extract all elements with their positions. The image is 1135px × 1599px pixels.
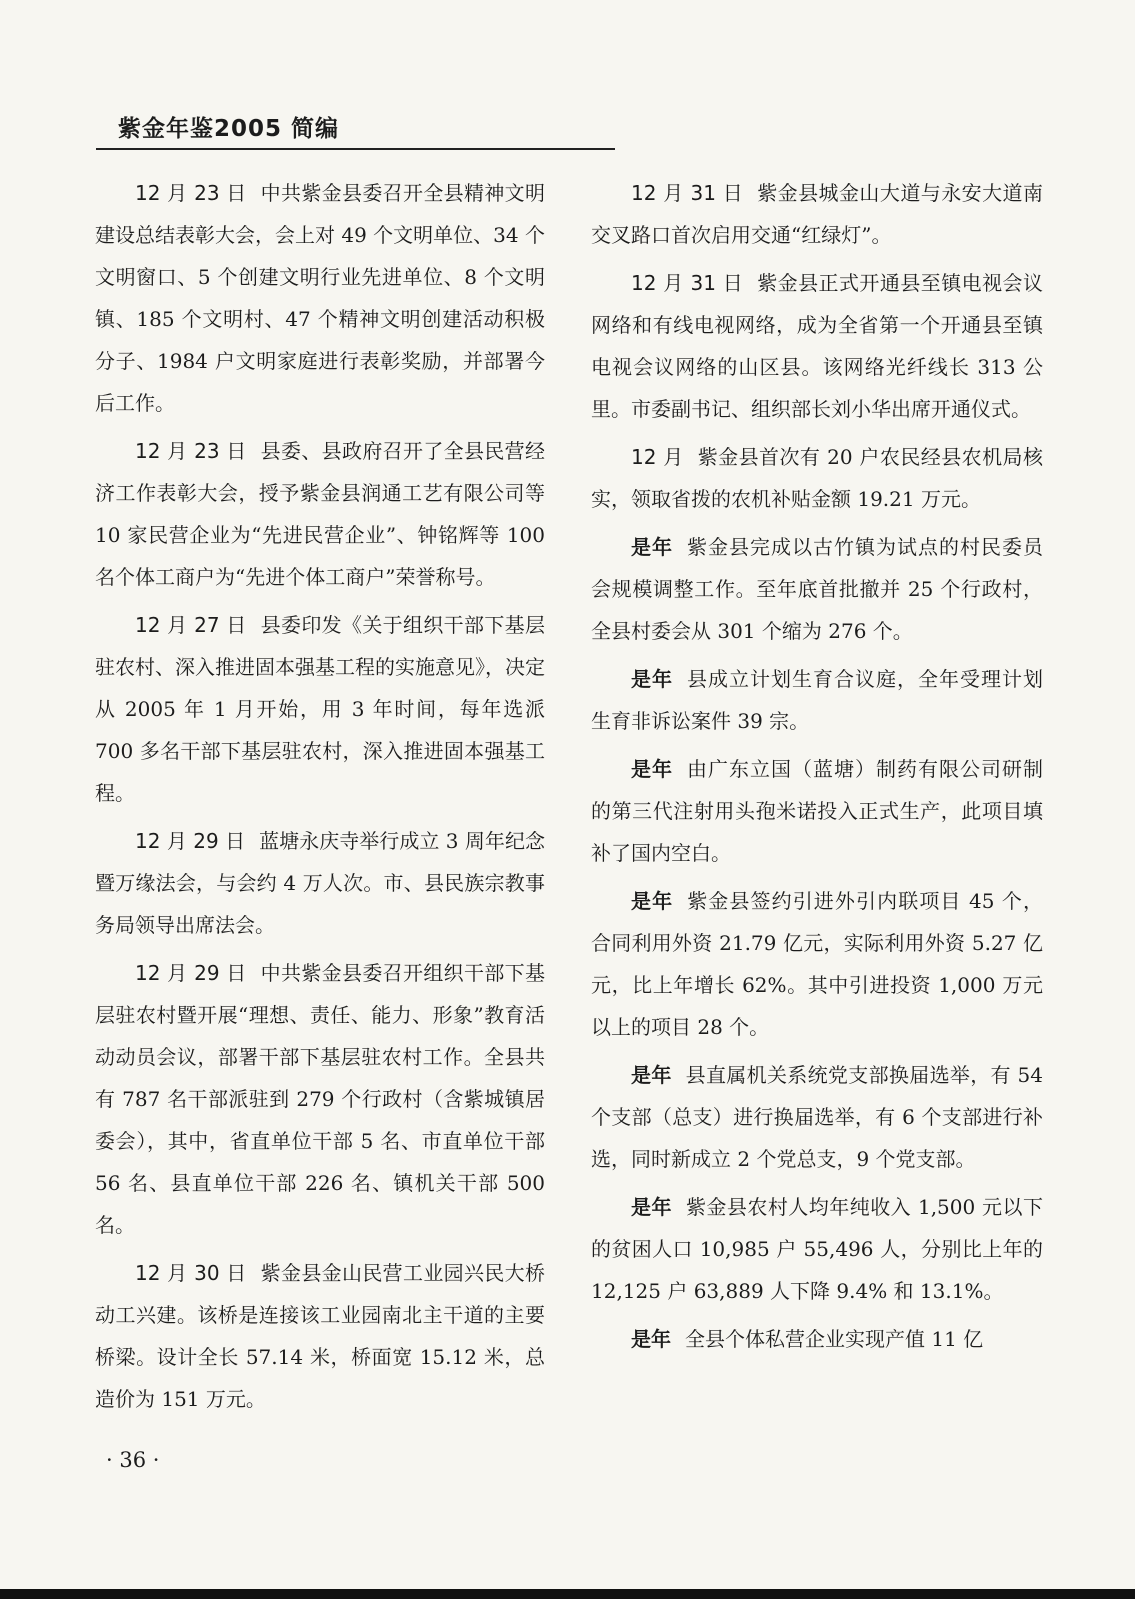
chronicle-entry: [591, 262, 1043, 430]
entry-text: 县直属机关系统党支部换届选举，有 54 个支部（总支）进行换届选举，有 6 个支部进行补选，同时新成立 2 个党总支，9 个党支部。: [591, 1063, 1043, 1171]
entry-date: 12 月 31 日: [631, 181, 744, 205]
header-rule: [96, 148, 615, 150]
chronicle-entry: [95, 430, 545, 598]
chronicle-entry: [591, 658, 1043, 742]
entry-date: 12 月: [631, 445, 684, 469]
entry-text: 中共紫金县委召开全县精神文明建设总结表彰大会，会上对 49 个文明单位、34 个文明窗口、5 个创建文明行业先进单位、8 个文明镇、185 个文明村、47 个精神文明创建活动积极分子、1984 户文明家庭进行表彰奖励，并部署今后工作。: [95, 181, 546, 415]
chronicle-entry: [591, 1318, 1043, 1360]
left-column: [95, 172, 545, 1426]
entry-date: 12 月 29 日: [135, 829, 246, 853]
entry-text: 由广东立国（蓝塘）制药有限公司研制的第三代注射用头孢米诺投入正式生产，此项目填补了国内空白。: [591, 757, 1043, 865]
entry-text: 紫金县金山民营工业园兴民大桥动工兴建。该桥是连接该工业园南北主干道的主要桥梁。设计全长 57.14 米，桥面宽 15.12 米，总造价为 151 万元。: [95, 1261, 546, 1411]
entry-text: 紫金县签约引进外引内联项目 45 个，合同利用外资 21.79 亿元，实际利用外资 5.27 亿元，比上年增长 62%。其中引进投资 1,000 万元以上的项目 28 个。: [591, 889, 1043, 1039]
entry-text: 全县个体私营企业实现产值 11 亿: [685, 1327, 984, 1351]
entry-text: 中共紫金县委召开组织干部下基层驻农村暨开展“理想、责任、能力、形象”教育活动动员会议，部署干部下基层驻农村工作。全县共有 787 名干部派驻到 279 个行政村（含紫城镇居委会），其中，省直单位干部 5 名、市直单位干部 56 名、县直单位干部 226 名、镇机关干部 500 名。: [95, 961, 546, 1237]
entry-date: 是年: [631, 535, 673, 559]
entry-date: 是年: [631, 667, 673, 691]
entry-date: 12 月 31 日: [631, 271, 744, 295]
chronicle-entry: [591, 436, 1043, 520]
chronicle-entry: [591, 526, 1043, 652]
entry-text: 紫金县农村人均年纯收入 1,500 元以下的贫困人口 10,985 户 55,496 人，分别比上年的 12,125 户 63,889 人下降 9.4% 和 13.1%。: [591, 1195, 1043, 1303]
scan-bottom-edge: [0, 1589, 1135, 1599]
chronicle-entry: [591, 880, 1043, 1048]
chronicle-entry: [591, 748, 1043, 874]
entry-date: 是年: [631, 757, 673, 781]
entry-date: 12 月 27 日: [135, 613, 247, 637]
entry-text: 县成立计划生育合议庭，全年受理计划生育非诉讼案件 39 宗。: [591, 667, 1043, 733]
chronicle-entry: [95, 1252, 545, 1420]
entry-date: 是年: [631, 1063, 672, 1087]
chronicle-entry: [591, 1054, 1043, 1180]
entry-date: 是年: [631, 889, 674, 913]
chronicle-entry: [95, 820, 545, 946]
entry-text: 蓝塘永庆寺举行成立 3 周年纪念暨万缘法会，与会约 4 万人次。市、县民族宗教事务局领导出席法会。: [95, 829, 545, 937]
entry-text: 紫金县首次有 20 户农民经县农机局核实，领取省拨的农机补贴金额 19.21 万元。: [591, 445, 1043, 511]
entry-text: 县委印发《关于组织干部下基层驻农村、深入推进固本强基工程的实施意见》，决定从 2005 年 1 月开始，用 3 年时间，每年选派 700 多名干部下基层驻农村，深入推进固本强基工程。: [95, 613, 546, 805]
entry-text: 紫金县正式开通县至镇电视会议网络和有线电视网络，成为全省第一个开通县至镇电视会议网络的山区县。该网络光纤线长 313 公里。市委副书记、组织部长刘小华出席开通仪式。: [591, 271, 1043, 421]
chronicle-entry: [95, 604, 545, 814]
entry-date: 12 月 30 日: [135, 1261, 247, 1285]
entry-date: 12 月 29 日: [135, 961, 247, 985]
entry-text: 紫金县完成以古竹镇为试点的村民委员会规模调整工作。至年底首批撤并 25 个行政村，全县村委会从 301 个缩为 276 个。: [591, 535, 1043, 643]
entry-date: 是年: [631, 1327, 671, 1351]
entry-date: 是年: [631, 1195, 672, 1219]
chronicle-entry: [95, 952, 545, 1246]
entry-date: 12 月 23 日: [135, 181, 247, 205]
chronicle-entry: [95, 172, 545, 424]
page-number: · 36 ·: [106, 1448, 160, 1472]
chronicle-entry: [591, 1186, 1043, 1312]
entry-text: 县委、县政府召开了全县民营经济工作表彰大会，授予紫金县润通工艺有限公司等 10 家民营企业为“先进民营企业”、钟铭辉等 100 名个体工商户为“先进个体工商户”荣誉称号。: [95, 439, 546, 589]
entry-text: 紫金县城金山大道与永安大道南交叉路口首次启用交通“红绿灯”。: [591, 181, 1043, 247]
chronicle-entry: [591, 172, 1043, 256]
entry-date: 12 月 23 日: [135, 439, 247, 463]
running-head-title: 紫金年鉴2005 简编: [118, 116, 340, 142]
right-column: [591, 172, 1043, 1366]
